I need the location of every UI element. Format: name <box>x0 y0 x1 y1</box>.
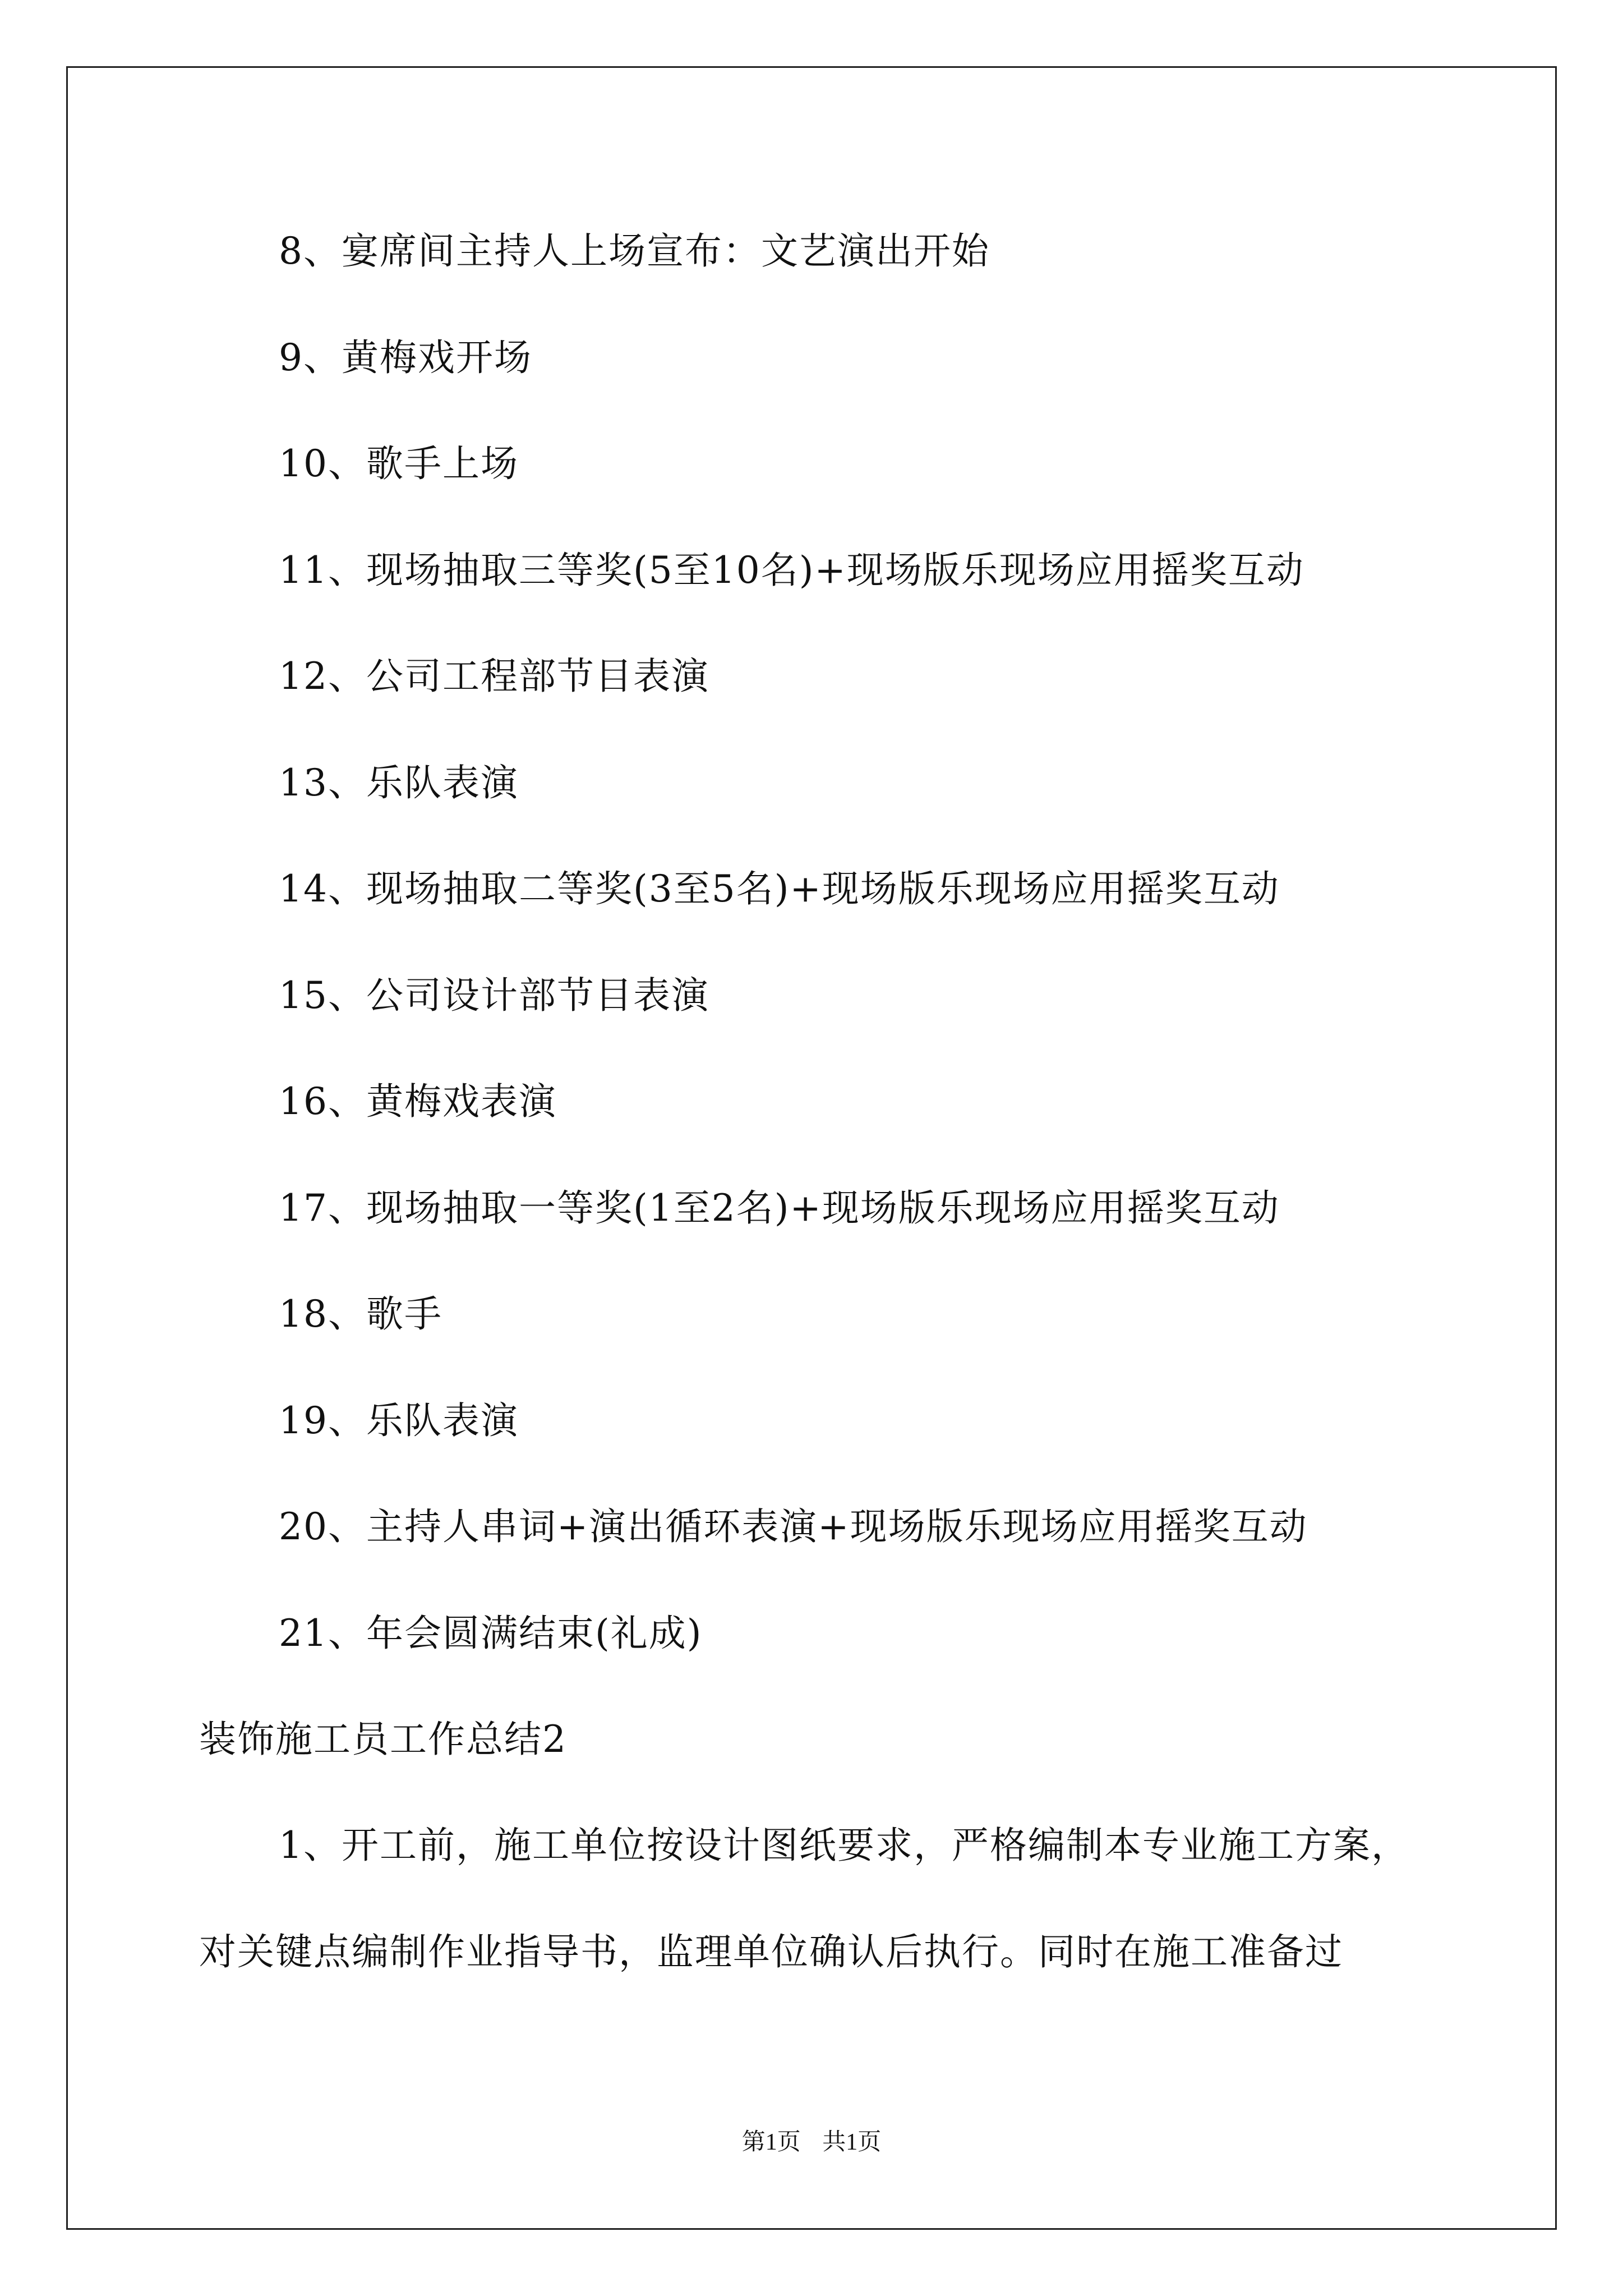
list-item: 9、黄梅戏开场 <box>279 336 532 379</box>
list-item: 17、现场抽取一等奖(1至2名)+现场版乐现场应用摇奖互动 <box>279 1186 1280 1230</box>
list-item: 12、公司工程部节目表演 <box>279 655 709 698</box>
page-number: 第1页 <box>741 2129 801 2155</box>
list-item: 18、歌手 <box>279 1292 442 1336</box>
page-footer <box>0 2128 1623 2156</box>
list-item: 13、乐队表演 <box>279 761 519 804</box>
list-item: 11、现场抽取三等奖(5至10名)+现场版乐现场应用摇奖互动 <box>279 549 1304 592</box>
list-item: 14、现场抽取二等奖(3至5名)+现场版乐现场应用摇奖互动 <box>279 867 1280 910</box>
list-item: 15、公司设计部节目表演 <box>279 974 709 1017</box>
paragraph-line: 对关键点编制作业指导书，监理单位确认后执行。同时在施工准备过 <box>199 1930 1343 1973</box>
list-item: 10、歌手上场 <box>279 442 519 485</box>
list-item: 21、年会圆满结束(礼成) <box>279 1612 703 1655</box>
page-total: 共1页 <box>822 2129 882 2155</box>
list-item: 16、黄梅戏表演 <box>279 1080 557 1123</box>
list-item: 20、主持人串词+演出循环表演+现场版乐现场应用摇奖互动 <box>279 1505 1308 1548</box>
page-border <box>66 66 1557 2230</box>
list-item: 8、宴席间主持人上场宣布：文艺演出开始 <box>279 229 990 273</box>
section-title: 装饰施工员工作总结2 <box>199 1718 567 1761</box>
paragraph-line: 1、开工前，施工单位按设计图纸要求，严格编制本专业施工方案， <box>279 1824 1409 1867</box>
list-item: 19、乐队表演 <box>279 1399 519 1442</box>
